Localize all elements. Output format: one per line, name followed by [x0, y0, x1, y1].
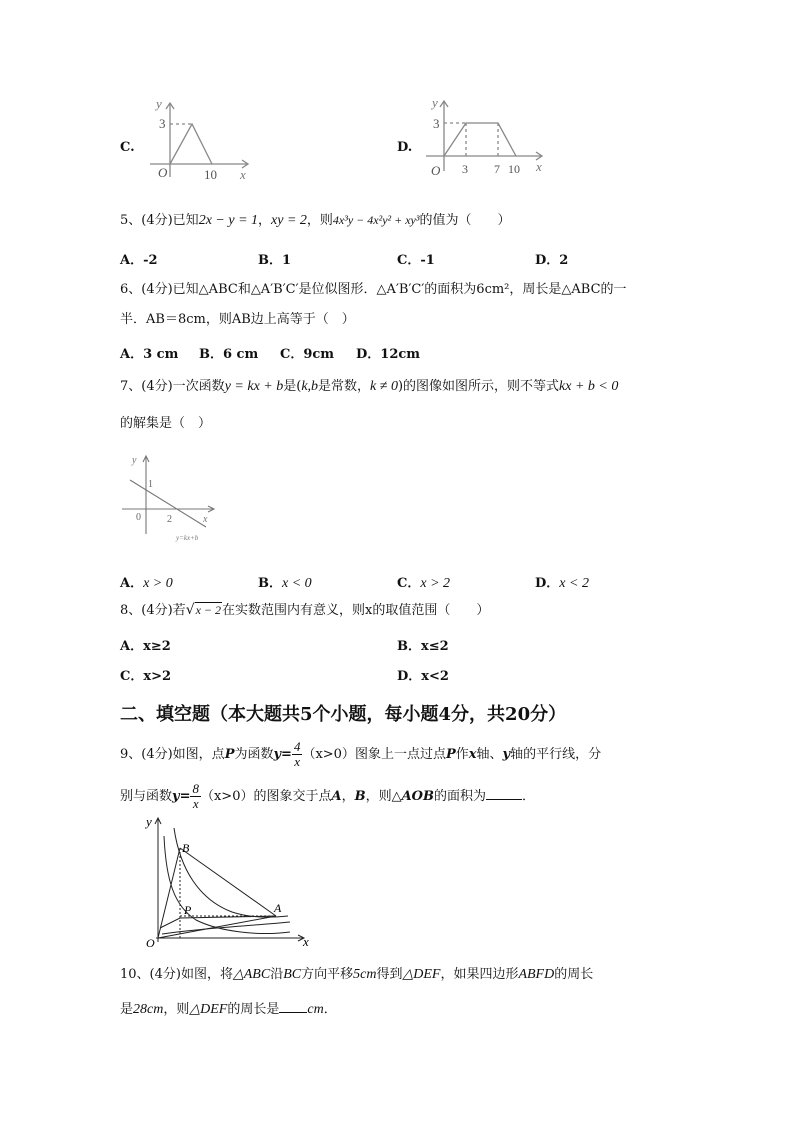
q9-func1-num: 4 — [293, 739, 301, 754]
q9-p3: 图象上一点过点 — [354, 747, 446, 762]
graph-q9 — [140, 810, 320, 952]
q6-option-a[interactable]: A．3 cm — [120, 347, 179, 362]
q9-l2c: ，则△ — [365, 789, 402, 804]
graph-c-y-tick: 3 — [159, 116, 166, 131]
q9-p9: 轴的平行线，分 — [510, 747, 602, 762]
q9-point-b: B — [354, 789, 366, 804]
q9-func1-lhs: y= — [273, 747, 292, 762]
q9-p2: 为函数 — [234, 747, 274, 762]
graph-q9-point-p: P — [184, 903, 192, 917]
q8-radical-sign: √ — [185, 602, 195, 618]
q7-option-b[interactable] — [258, 572, 312, 592]
q9-point-p: P — [224, 747, 235, 762]
graph-q7 — [118, 452, 228, 544]
q5-suffix: 的值为（ ） — [419, 213, 511, 228]
q7-option-a-expr: x > 0 — [143, 576, 173, 591]
q5-prefix: 5、(4分)已知 — [120, 213, 199, 228]
q6-line-1: 6、(4分)已知△ABC和△A′B′C′是位似图形．△A′B′C′的面积为6cm²，周长是△ABC的一 — [120, 282, 627, 297]
q7-option-c[interactable] — [397, 572, 450, 592]
graph-q7-x-label: x — [203, 514, 208, 525]
graph-q9-x-label: x — [303, 934, 309, 949]
q10-quad: ABFD — [518, 967, 555, 982]
graph-q9-point-b: B — [182, 841, 190, 855]
q9-answer-blank[interactable] — [486, 787, 522, 800]
q9-line-2 — [120, 782, 535, 811]
q10-answer-blank[interactable] — [279, 1000, 307, 1013]
q7-mid-2: 是常数， — [318, 379, 371, 394]
q7-line-1 — [120, 378, 618, 396]
graph-q7-caption: y=kx+b — [176, 534, 199, 542]
q10-p2: 沿 — [270, 967, 284, 982]
question-8 — [120, 601, 489, 620]
q7-option-d-expr: x < 2 — [559, 576, 589, 591]
graph-d-x-tick-7: 7 — [494, 162, 500, 176]
graph-q7-y-tick: 1 — [148, 479, 153, 490]
graph-q9-origin: O — [146, 936, 155, 950]
q9-p5: 作 — [455, 747, 469, 762]
q9-p1: 9、(4分)如图，点 — [120, 747, 225, 762]
q8-option-b[interactable]: B．x≤2 — [397, 639, 449, 654]
q7-prefix: 7、(4分)一次函数 — [120, 379, 225, 394]
q9-p7: 轴、 — [476, 747, 503, 762]
q10-dist: 5cm — [353, 967, 377, 982]
q9-func1-den: x — [294, 754, 301, 769]
q8-radicand: x − 2 — [195, 603, 222, 617]
q9-l2b: 的图象交于点 — [253, 789, 332, 804]
q7-mid-1: 是( — [283, 379, 302, 394]
q7-kb: k,b — [301, 379, 319, 394]
q9-end: ． — [522, 789, 536, 804]
q10-line-2 — [120, 1000, 337, 1019]
q10-p5: ，如果四边形 — [440, 967, 519, 982]
graph-q7-x-tick: 2 — [167, 514, 172, 525]
q10-p1: 10、(4分)如图，将 — [120, 967, 233, 982]
q8-option-d[interactable]: D．x<2 — [397, 669, 449, 684]
q10-end: ． — [323, 1002, 337, 1017]
q8-prefix: 8、(4分)若 — [120, 603, 186, 618]
q7-option-c-label: C． — [397, 576, 421, 591]
q7-func: y = kx + b — [224, 379, 284, 394]
q10-tri2: △DEF — [402, 967, 441, 982]
q5-sep-2: ，则 — [306, 213, 333, 228]
q9-comma: ， — [341, 789, 355, 804]
q10-tri3: △DEF — [189, 1002, 228, 1017]
graph-option-c — [140, 95, 260, 185]
graph-d-x-label: x — [536, 159, 542, 174]
q9-point-p2: P — [445, 747, 456, 762]
q9-y: y — [502, 747, 511, 762]
q7-option-a[interactable] — [120, 572, 173, 592]
q9-func2-lhs: y= — [172, 789, 191, 804]
q9-func2-num: 8 — [192, 781, 199, 796]
graph-c-y-label: y — [156, 96, 162, 111]
question-5 — [120, 211, 510, 230]
q9-line-1 — [120, 740, 601, 769]
q7-option-b-expr: x < 0 — [282, 576, 312, 591]
q10-l2c: 的周长是 — [227, 1002, 280, 1017]
q5-option-c[interactable]: C．-1 — [397, 253, 435, 268]
q10-line-1 — [120, 966, 593, 984]
graph-q7-origin: 0 — [136, 512, 141, 523]
q5-expr-1: 2x − y = 1 — [198, 213, 259, 228]
q7-ineq: kx + b < 0 — [559, 379, 619, 394]
q8-option-a[interactable]: A．x≥2 — [120, 639, 171, 654]
q7-line-2: 的解集是（ ） — [120, 416, 212, 431]
q10-bc: BC — [283, 967, 302, 982]
q9-l2a: 别与函数 — [120, 789, 173, 804]
graph-c-x-tick: 10 — [204, 167, 217, 182]
q7-option-d-label: D． — [535, 576, 560, 591]
q10-p6: 的周长 — [554, 967, 594, 982]
option-c-label[interactable]: C. — [120, 140, 135, 155]
q6-line-2: 半．AB＝8cm，则AB边上高等于（ ） — [120, 312, 355, 327]
q9-point-a: A — [331, 789, 342, 804]
q9-func2-fraction — [190, 782, 201, 811]
graph-d-y-label: y — [432, 95, 438, 110]
q10-perimeter: 28cm — [133, 1002, 164, 1017]
q9-func1-fraction — [292, 740, 303, 769]
graph-d-y-tick: 3 — [433, 116, 440, 131]
q10-tri1: △ABC — [232, 967, 271, 982]
q7-option-b-label: B． — [258, 576, 282, 591]
q10-p3: 方向平移 — [301, 967, 354, 982]
q7-option-a-label: A． — [120, 576, 144, 591]
q9-func2-den: x — [192, 796, 199, 811]
q5-sep-1: ， — [258, 213, 272, 228]
graph-q9-y-label: y — [146, 814, 152, 829]
q6-option-b[interactable]: B．6 cm — [199, 347, 259, 362]
q6-option-d[interactable]: D．12cm — [356, 347, 421, 362]
q5-option-b[interactable]: B．1 — [258, 253, 292, 268]
q9-aob: AOB — [401, 789, 434, 804]
q7-option-c-expr: x > 2 — [420, 576, 451, 591]
graph-option-d — [420, 95, 550, 185]
graph-c-origin: O — [158, 165, 168, 180]
q5-option-d[interactable]: D．2 — [535, 253, 569, 268]
q10-l2b: ，则 — [163, 1002, 190, 1017]
q7-option-d[interactable] — [535, 572, 589, 592]
q5-option-a[interactable]: A．-2 — [120, 253, 158, 268]
q9-l2d: 的面积为 — [434, 789, 487, 804]
graph-q7-y-label: y — [132, 455, 137, 466]
q10-unit: cm — [307, 1002, 324, 1017]
q7-mid-3: )的图像如图所示，则不等式 — [397, 379, 560, 394]
graph-q9-point-a: A — [274, 901, 282, 915]
graph-c-x-label: x — [240, 167, 246, 182]
q10-l2a: 是 — [120, 1002, 134, 1017]
q5-expr-2: xy = 2 — [271, 213, 307, 228]
q8-suffix: 在实数范围内有意义，则x的取值范围（ ） — [222, 603, 490, 618]
q9-cond2: （x>0） — [200, 789, 254, 804]
q9-x: x — [468, 747, 477, 762]
option-d-label[interactable]: D. — [397, 140, 413, 155]
graph-d-origin: O — [431, 163, 441, 178]
graph-d-x-tick-10: 10 — [508, 162, 520, 176]
q6-option-c[interactable]: C．9cm — [280, 347, 335, 362]
q8-option-c[interactable]: C．x>2 — [120, 669, 172, 684]
q5-expr-3: 4x³y − 4x²y² + xy³ — [332, 213, 420, 227]
q7-cond: k ≠ 0 — [370, 379, 398, 394]
graph-d-x-tick-3: 3 — [462, 162, 468, 176]
q10-p4: 得到 — [376, 967, 403, 982]
section-2-title: 二、填空题（本大题共5个小题，每小题4分，共20分） — [120, 704, 567, 725]
q9-cond1: （x>0） — [302, 747, 355, 762]
